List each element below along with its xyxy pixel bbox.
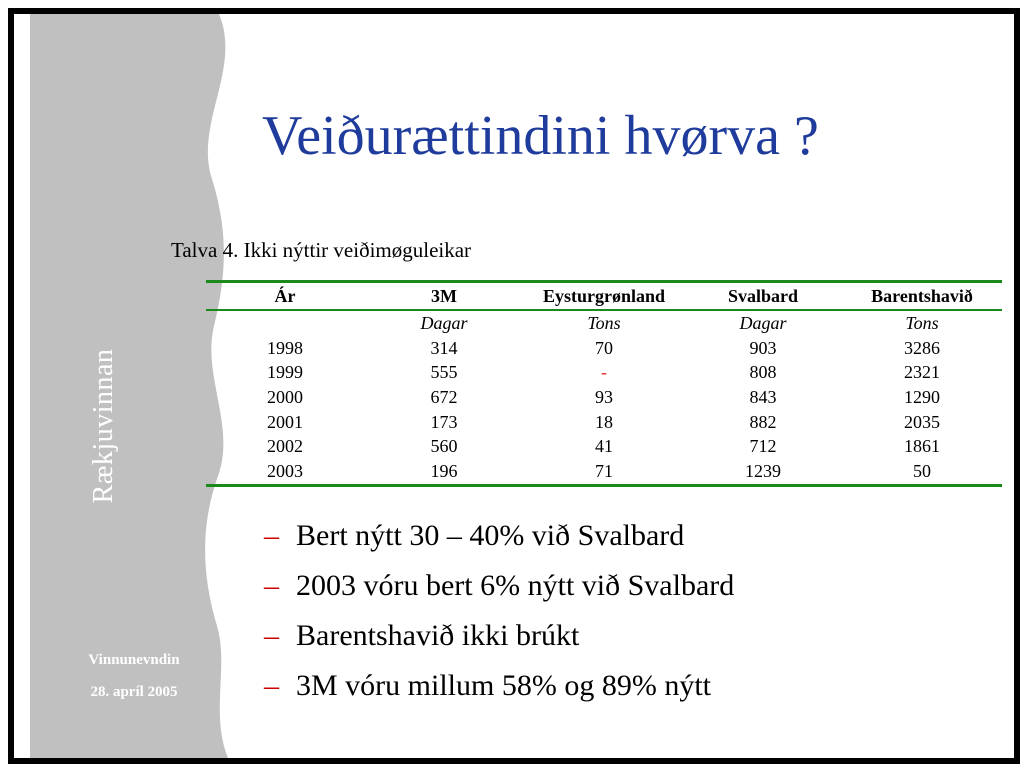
table-cell: 2003	[206, 459, 364, 485]
table-cell: 2002	[267, 436, 303, 457]
dash-bullet-icon: –	[264, 519, 279, 552]
table-row	[206, 459, 1002, 485]
footer-organization: Vinnunevndin	[88, 652, 180, 668]
table-row	[206, 385, 1002, 410]
table-cell: 555	[430, 362, 458, 383]
table-cell: 2035	[904, 411, 940, 432]
table-cell: Tons	[587, 312, 621, 333]
table-cell: 3286	[904, 337, 940, 358]
table-units-row	[206, 310, 1002, 336]
dash-bullet-icon: –	[264, 619, 279, 652]
bullet-text: Bert nýtt 30 – 40% við Svalbard	[296, 519, 685, 552]
footer-date: 28. apríl 2005	[90, 684, 178, 700]
data-table	[206, 280, 1002, 487]
table-row	[206, 360, 1002, 385]
bullet-text: Barentshavið ikki brúkt	[296, 619, 580, 652]
bullet-item	[264, 664, 734, 714]
table-cell: 672	[430, 386, 458, 407]
table-cell: 1998	[267, 337, 303, 358]
column-header-svalbard: Svalbard	[684, 282, 842, 311]
sidebar-vertical-title: Rækjuvinnan	[88, 348, 119, 504]
table-cell: 712	[749, 436, 777, 457]
table-row	[206, 336, 1002, 361]
table-cell: 1239	[684, 459, 842, 485]
table-cell: 70	[595, 337, 613, 358]
table-cell: Dagar	[739, 312, 787, 333]
table-cell: 1861	[904, 436, 940, 457]
slide-title: Veiðurættindini hvørva ?	[262, 105, 819, 167]
bullet-text: 2003 vóru bert 6% nýtt við Svalbard	[296, 569, 735, 602]
bullet-item	[264, 614, 734, 664]
table-caption: Talva 4. Ikki nýttir veiðimøguleikar	[171, 238, 472, 262]
slide-frame	[8, 8, 1020, 764]
table-cell: 41	[595, 436, 613, 457]
table-cell: 1290	[904, 386, 940, 407]
bullet-item	[264, 514, 734, 564]
table-header-row	[206, 282, 1002, 311]
table-row	[206, 434, 1002, 459]
table-cell: 903	[749, 337, 777, 358]
table-cell: 314	[430, 337, 458, 358]
table-cell: Dagar	[420, 312, 468, 333]
table-cell: 2000	[267, 386, 303, 407]
table-cell: 93	[595, 386, 613, 407]
table-cell	[206, 310, 364, 336]
bullet-list	[264, 514, 734, 714]
column-header-barentshavid: Barentshavið	[842, 282, 1002, 311]
table-cell: Tons	[905, 312, 939, 333]
table-cell: 808	[749, 362, 777, 383]
table-cell: 560	[430, 436, 458, 457]
table-cell-missing-value: -	[601, 362, 607, 383]
table-cell: 2321	[904, 362, 940, 383]
table-cell: 18	[595, 411, 613, 432]
column-header-eysturgronland: Eysturgrønland	[524, 282, 684, 311]
table-cell: 1999	[267, 362, 303, 383]
bullet-item	[264, 564, 734, 614]
table-cell: 882	[749, 411, 777, 432]
dash-bullet-icon: –	[264, 669, 279, 702]
table-cell: 196	[364, 459, 524, 485]
column-header-year: Ár	[206, 282, 364, 311]
table-row	[206, 410, 1002, 435]
table-cell: 173	[430, 411, 458, 432]
table-cell: 71	[524, 459, 684, 485]
table-cell: 2001	[267, 411, 303, 432]
column-header-3m: 3M	[364, 282, 524, 311]
table-cell: 843	[749, 386, 777, 407]
dash-bullet-icon: –	[264, 569, 279, 602]
bullet-text: 3M vóru millum 58% og 89% nýtt	[296, 669, 711, 702]
table-cell: 50	[842, 459, 1002, 485]
